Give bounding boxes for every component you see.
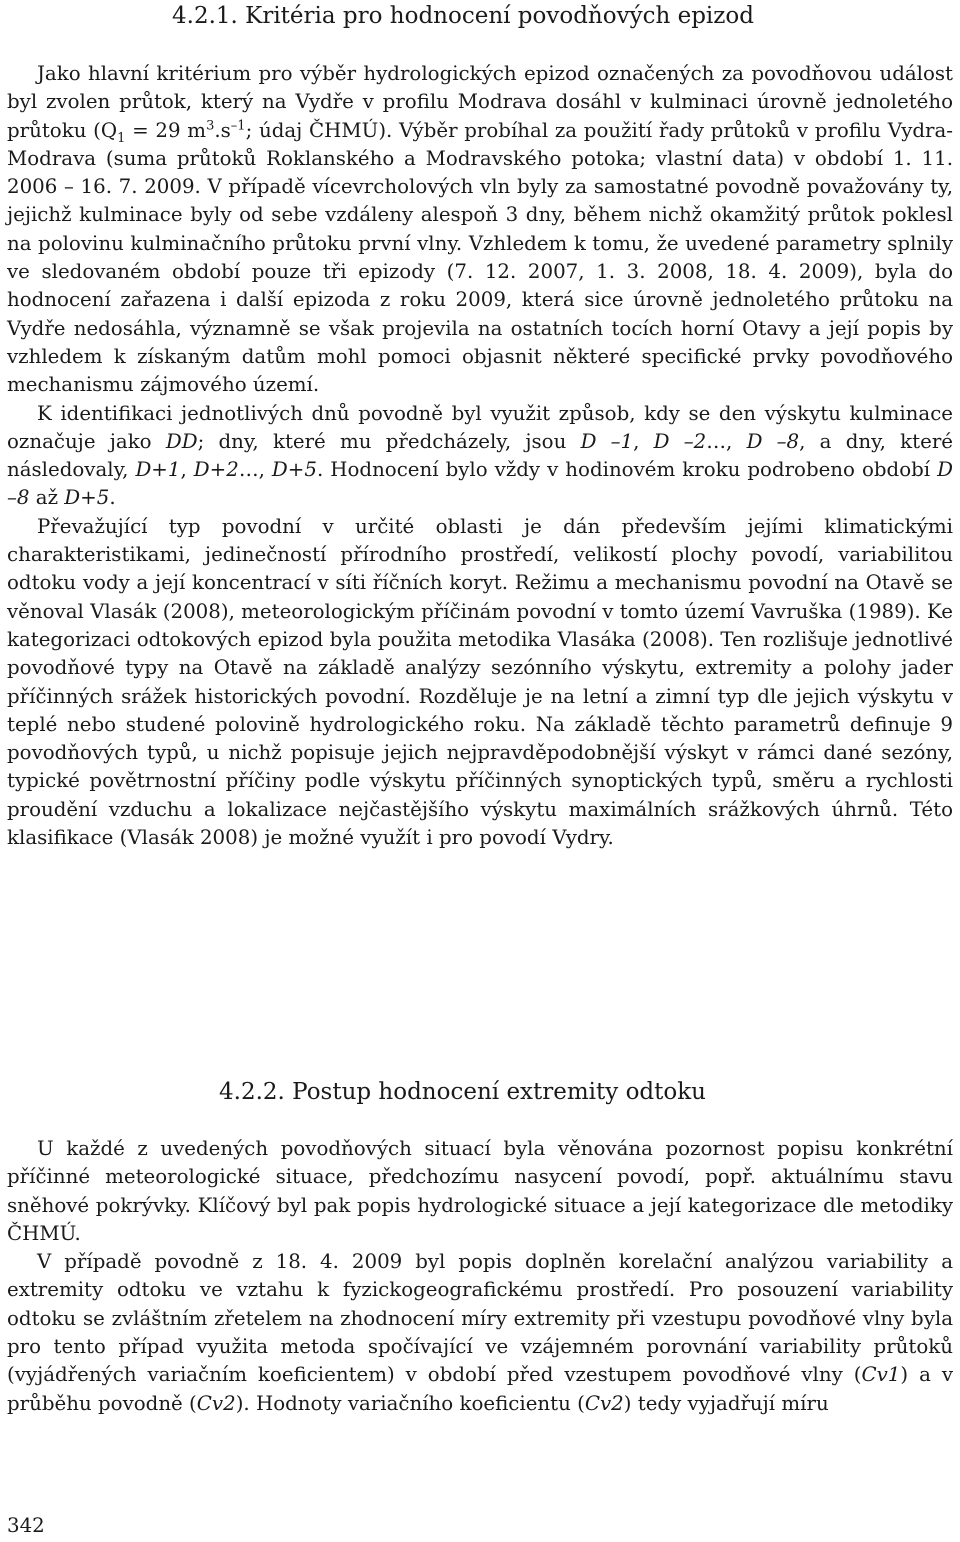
label-cv1: Cv1 <box>861 1363 901 1387</box>
label-d-minus-8: D –8 <box>746 429 800 453</box>
label-range-start: D –8 <box>7 458 953 510</box>
label-d-minus-1: D –1 <box>580 429 634 453</box>
label-cv2-second: Cv2 <box>584 1391 624 1415</box>
section-4-2-1-body <box>7 60 953 852</box>
paragraph-day-notation: K identifikaci jednotlivých dnů povodně byl využit způsob, kdy se den výskytu kulminace označuje jako DD; dny, které mu předcházely, jsou D –1, D –2…, D –8, a dny, které následovaly, D+1, D+2…, D+5. Hodnocení bylo vždy v hodinovém kroku podrobeno období D –8 až D+5. <box>7 401 953 510</box>
paragraph-selection-criteria: Jako hlavní kritérium pro výběr hydrologických epizod označených za povodňovou událost byl zvolen průtok, který na Vydře v profilu Modrava dosáhl v kulminaci úrovně jednoletého průtoku ($Q_1 = 29$ $m^3.s^{-1}$; údaj ČHMÚ). Výběr probíhal za použití řady průtoků v profilu Vydra-Modrava (suma průtoků Roklanského a Modravského potoka; vlastní data) v období 1. 11. 2006 – 16. 7. 2009. V případě vícevrcholových vln byly za samostatné povodně považovány ty, jejichž kulminace byly od sebe vzdáleny alespoň 3 dny, během nichž okamžitý průtok poklesl na polovinu kulminačního průtoku první vlny. Vzhledem k tomu, že uvedené parametry splnily ve sledovaném období pouze tři epizody (7. 12. 2007, 1. 3. 2008, 18. 4. 2009), byla do hodnocení zařazena i další epizoda z roku 2009, která sice úrovně jednoletého průtoku na Vydře nedosáhla, významně se však projevila na ostatních tocích horní Otavy a její popis by vzhledem k získaným datům mohl pomoci objasnit některé specifické prvky povodňového mechanismu zájmového území. <box>7 62 953 397</box>
label-range-end: D+5 <box>64 486 110 510</box>
paragraph-flood-types: Převažující typ povodní v určité oblasti je dán především jejími klimatickými charakteristikami, jedinečností přírodního prostředí, velikostí plochy povodí, variabilitou odtoku vody a její koncentrací v síti říčních koryt. Režimu a mechanismu povodní na Otavě se věnoval Vlasák (2008), meteorologickým příčinám povodní v tomto území Vavruška (1989). Ke kategorizaci odtokových epizod byla použita metodika Vlasáka (2008). Ten rozlišuje jednotlivé povodňové typy na Otavě na základě analýzy sezónního výskytu, extremity a polohy jader příčinných srážek historických povodní. Rozděluje je na letní a zimní typ dle jejich výskytu v teplé nebo studené polovině hydrologického roku. Na základě těchto parametrů definuje 9 povodňových typů, u nichž popisuje jejich nejpravděpodobnější výskyt v rámci dané sezóny, typické povětrnostní příčiny podle výskytu příčinných synoptických typů, směru a rychlosti proudění vzduchu a lokalizace nejčastějšího výskytu maximálních srážkových úhrnů. Této klasifikace (Vlasák 2008) je možné využít i pro povodí Vydry. <box>7 514 953 850</box>
label-d-plus-1: D+1 <box>135 458 181 482</box>
q-subscript: 1 <box>117 130 126 146</box>
label-cv2: Cv2 <box>196 1391 236 1415</box>
label-d-plus-5: D+5 <box>271 458 317 482</box>
section-4-2-2-body <box>7 1135 953 1418</box>
section-heading-4-2-1: 4.2.1. Kritéria pro hodnocení povodňových epizod <box>172 3 754 29</box>
page-number: 342 <box>7 1514 45 1537</box>
paragraph-situation-description: U každé z uvedených povodňových situací byla věnována pozornost popisu konkrétní příčinné meteorologické situace, předchozímu nasycení povodí, popř. aktuálnímu stavu sněhové pokrývky. Klíčový byl pak popis hydrologické situace a její kategorizace dle metodiky ČHMÚ. <box>7 1137 953 1245</box>
label-dd: DD <box>165 429 198 453</box>
paragraph-variability-analysis: V případě povodně z 18. 4. 2009 byl popis doplněn korelační analýzou variability a extremity odtoku ve vztahu k fyzickogeografickému prostředí. Pro posouzení variability odtoku se zvláštním zřetelem na zhodnocení míry extremity při vzestupu povodňové vlny byla pro tento případ využita metoda spočívající ve vzájemném porovnání variability průtoků (vyjádřených variačním koeficientem) v období před vzestupem povodňové vlny (Cv1) a v průběhu povodně (Cv2). Hodnoty variačního koeficientu (Cv2) tedy vyjadřují míru <box>7 1250 953 1415</box>
label-d-plus-2: D+2 <box>193 458 239 482</box>
label-d-minus-2: D –2 <box>653 429 707 453</box>
per-second-superscript: –1 <box>230 118 246 133</box>
cubic-superscript: 3 <box>206 118 215 133</box>
section-heading-4-2-2: 4.2.2. Postup hodnocení extremity odtoku <box>219 1079 706 1105</box>
